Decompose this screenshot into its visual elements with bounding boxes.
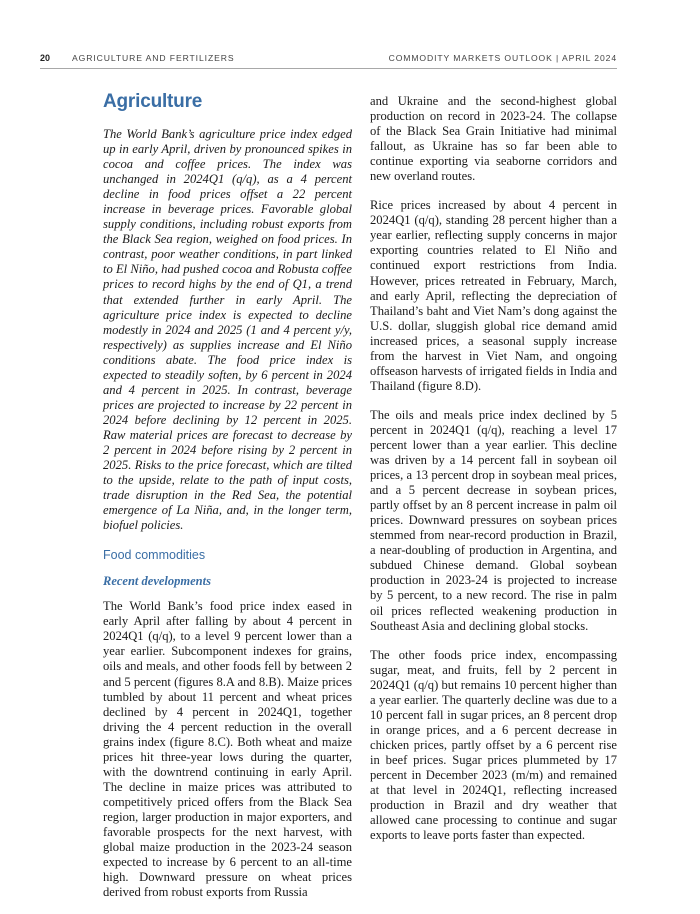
- page-title: Agriculture: [103, 91, 203, 112]
- body-paragraph: The oils and meals price index declined by 5 percent in 2024Q1 (q/q), reaching a level 17 percent lower than a year earlier. This decline was driven by a 14 percent fall in soybean oil prices, a 13 percent drop in soybean meal prices, and a 5 percent decrease in soybean prices, partly offset by an 8 percent increase in palm oil prices. Downward pressures on soybean prices stemmed from near-record production in Brazil, a near-doubling of production in Argentina, and subdued Chinese demand. Global soybean production in 2023-24 is projected to increase by 5 percent, to a new record. The rise in palm oil prices reflected weakening production in Southeast Asia and declining global stocks.: [370, 407, 617, 633]
- page-number: 20: [40, 53, 51, 63]
- section-heading: Food commodities: [103, 548, 206, 563]
- body-paragraph: The World Bank’s food price index eased in early April after falling by about 4 percent in 2024Q1 (q/q), to a level 9 percent lower than a year earlier. Subcomponent indexes for grains, oils and meals, and other foods fell by between 2 and 5 percent (figures 8.A and 8.B). Maize prices tumbled by about 11 percent and wheat prices declined by 4 percent in 2024Q1, together driving the 4 percent reduction in the overall grains index (figure 8.C). Both wheat and maize prices hit three-year lows during the quarter, with the downtrend continuing in early April. The decline in maize prices was attributed to competitively priced offers from the Black Sea region, larger production in major exporters, and favorable prospects for the next harvest, with global maize production in the 2023-24 season expected to increase by 6 percent to an all-time high. Downward pressure on wheat prices derived from robust exports from Russia: [103, 599, 352, 900]
- left-column: [103, 90, 352, 914]
- body-paragraph: Rice prices increased by about 4 percent in 2024Q1 (q/q), standing 28 percent higher than a year earlier, reflecting supply concerns in major exporting countries related to El Niño and continued export restrictions from India. However, prices retreated in February, March, and early April, reflecting the depreciation of Thailand’s baht and Viet Nam’s dong against the U.S. dollar, sluggish global rice demand amid increased prices, a seasonal supply increase from the harvest in Viet Nam, and ongoing offseason harvests of irrigated fields in India and Thailand (figure 8.D).: [370, 198, 617, 393]
- lead-paragraph: The World Bank’s agriculture price index edged up in early April, driven by pronounced spikes in cocoa and coffee prices. The index was unchanged in 2024Q1 (q/q), as a 4 percent decline in food prices offset a 22 percent increase in beverage prices. Favorable global supply conditions, including robust exports from the Black Sea region, weighed on food prices. In contrast, poor weather conditions, in part linked to El Niño, had pushed cocoa and Robusta coffee prices to record highs by the end of Q1, a trend that extended further in early April. The agriculture price index is expected to decline modestly in 2024 and 2025 (1 and 4 percent y/y, respectively) as supplies increase and El Niño conditions abate. The food price index is expected to steadily soften, by 6 percent in 2024 and 4 percent in 2025. In contrast, beverage prices are projected to increase by 22 percent in 2024 before declining by 12 percent in 2025. Raw material prices are forecast to decrease by 2 percent in 2024 before rising by 2 percent in 2025. Risks to the price forecast, which are tilted to the upside, relate to the path of input costs, trade disruption in the Red Sea, the potential emergence of La Niña, and, in the longer term, biofuel policies.: [103, 127, 352, 533]
- body-paragraph: and Ukraine and the second-highest global production on record in 2023-24. The collapse of the Black Sea Grain Initiative had minimal fallout, as Ukraine has so far been able to continue exporting via seaborne corridors and new overland routes.: [370, 94, 617, 184]
- subsection-heading: Recent developments: [103, 574, 211, 589]
- section-label: AGRICULTURE AND FERTILIZERS: [72, 53, 235, 63]
- publication-label: COMMODITY MARKETS OUTLOOK | APRIL 2024: [388, 53, 617, 63]
- right-column: [370, 94, 617, 857]
- body-paragraph: The other foods price index, encompassing sugar, meat, and fruits, fell by 2 percent in 2024Q1 (q/q) but remains 10 percent higher than a year earlier. The quarterly decline was due to a 10 percent fall in sugar prices, an 8 percent drop in orange prices, and a 6 percent decrease in chicken prices, partly offset by a 6 percent rise in beef prices. Sugar prices plummeted by 17 percent in December 2023 (m/m) and remained at that level in 2024Q1, reflecting increased production in Brazil and dry weather that allowed cane processing to continue and sugar exports to leave ports faster than expected.: [370, 647, 617, 843]
- running-header: [40, 50, 617, 69]
